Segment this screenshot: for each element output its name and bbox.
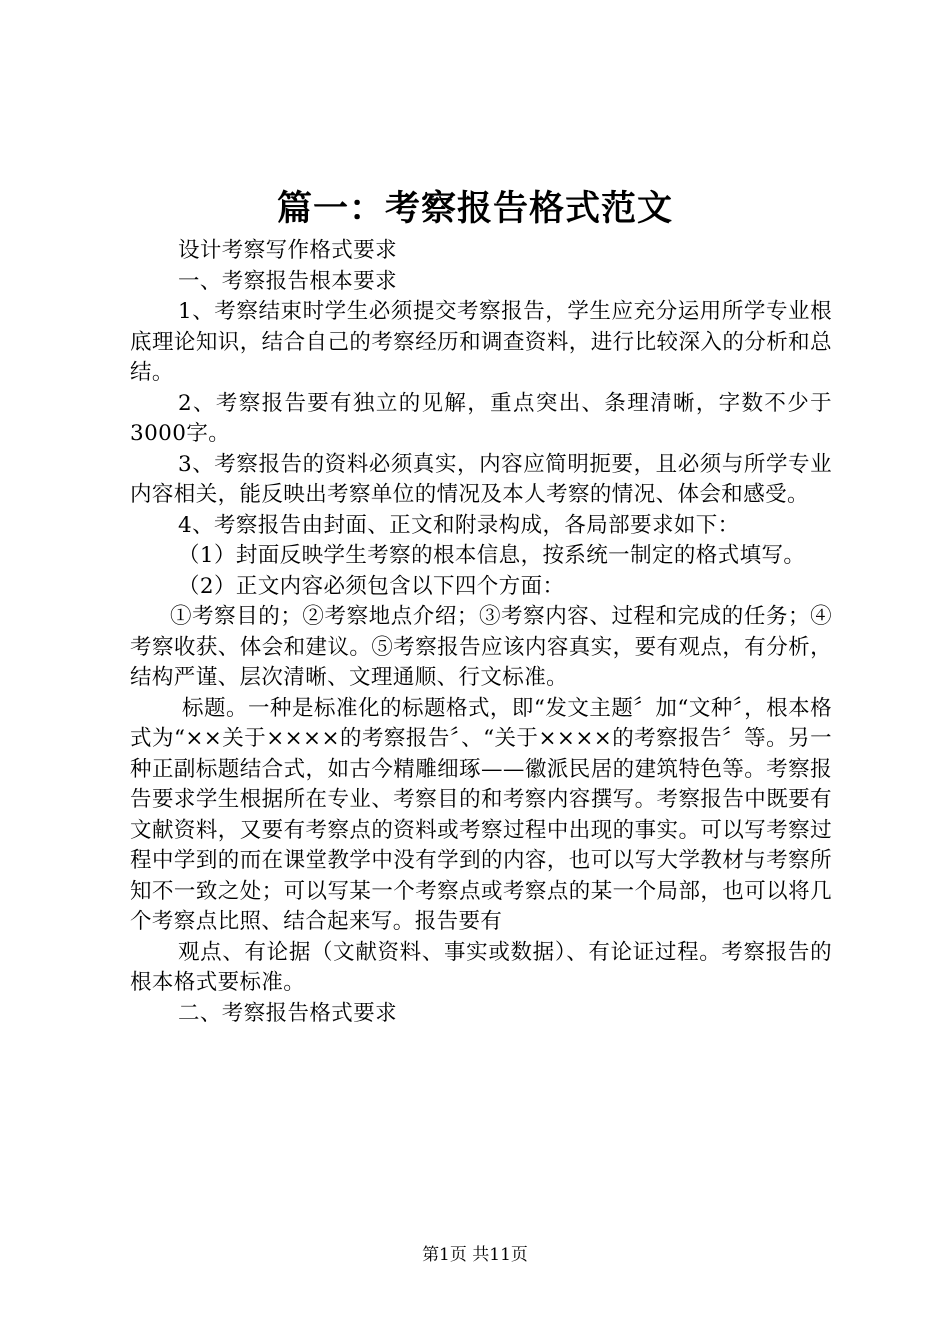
page-number: 第1页 — [422, 1245, 467, 1265]
paragraph-title-format: 标题。一种是标准化的标题格式，即“发文主题〞加“文种〞，根本格式为“××关于××××的考察报告〞、“关于××××的考察报告〞等。另一种正副标题结合式，如古今精雕细琢——徽派民居的建筑特色等。考察报告要求学生根据所在专业、考察目的和考察内容撰写。考察报告中既要有文献资料，又要有考察点的资料或考察过程中出现的事实。可以写考察过程中学到的而在课堂教学中没有学到的内容，也可以写大学教材与考察所知不一致之处；可以写某一个考察点或考察点的某一个局部，也可以将几个考察点比照、结合起来写。报告要有 — [130, 695, 832, 934]
paragraph-viewpoint: 观点、有论据（文献资料、事实或数据）、有论证过程。考察报告的根本格式要标准。 — [130, 939, 832, 995]
section-heading-1: 一、考察报告根本要求 — [178, 268, 398, 294]
paragraph-heading-design: 设计考察写作格式要求 — [178, 238, 398, 263]
paragraph-item-2: 2、考察报告要有独立的见解，重点突出、条理清晰，字数不少于3000字。 — [130, 390, 832, 446]
page-total: 共11页 — [472, 1245, 528, 1265]
paragraph-sub-2: （2）正文内容必须包含以下四个方面： — [178, 573, 565, 599]
paragraph-sub-1: （1）封面反映学生考察的根本信息，按系统一制定的格式填写。 — [178, 543, 806, 568]
document-body — [130, 236, 832, 1029]
section-heading-2: 二、考察报告格式要求 — [178, 1000, 398, 1026]
paragraph-item-1: 1、考察结束时学生必须提交考察报告，学生应充分运用所学专业根底理论知识，结合自己的考察经历和调查资料，进行比较深入的分析和总结。 — [130, 299, 832, 385]
document-title: 篇一：考察报告格式范文 — [276, 188, 673, 229]
paragraph-circled-list: ①考察目的；②考察地点介绍；③考察内容、过程和完成的任务；④考察收获、体会和建议。⑤考察报告应该内容真实，要有观点，有分析，结构严谨、层次清晰、文理通顺、行文标准。 — [130, 604, 832, 690]
page-footer — [0, 1243, 950, 1267]
paragraph-item-3: 3、考察报告的资料必须真实，内容应简明扼要，且必须与所学专业内容相关，能反映出考察单位的情况及本人考察的情况、体会和感受。 — [130, 451, 832, 507]
paragraph-item-4: 4、考察报告由封面、正文和附录构成，各局部要求如下： — [178, 512, 740, 538]
